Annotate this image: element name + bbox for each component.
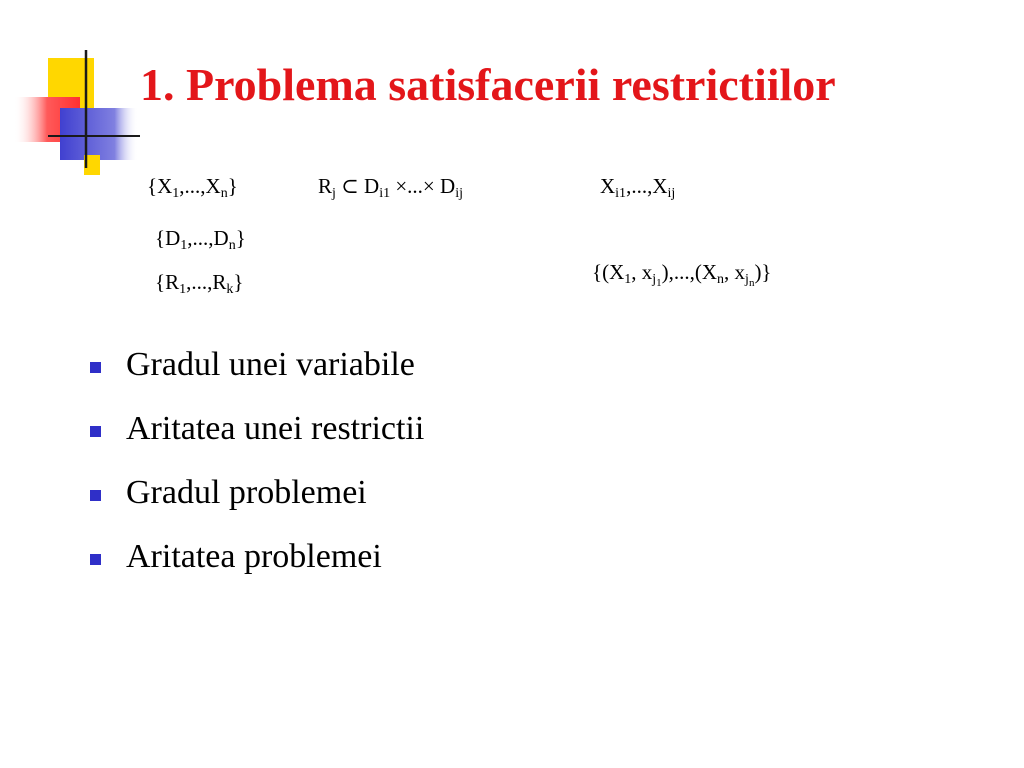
assignment-formula: {($X_1$, $x_{j_1}),...,(X_n$, $x_{j_n}$)} (592, 260, 772, 289)
slide-title: 1. Problema satisfacerii restrictiilor (140, 59, 836, 110)
restrictions-set-formula: $\{R_1,...,R_k\}$ (155, 270, 244, 297)
bullet-square-icon (90, 554, 101, 565)
bullet-item: Gradul unei variabile (88, 348, 424, 412)
bullet-square-icon (90, 490, 101, 501)
bullet-square-icon (90, 362, 101, 373)
bullet-item: Aritatea unei restrictii (88, 412, 424, 476)
bullet-square-icon (90, 426, 101, 437)
relation-formula: $R_j$ ⊂ $D_{i1}$ ×...× $D_{ij}$ (318, 174, 463, 201)
decorative-corner-graphic (0, 0, 140, 180)
bullet-item: Aritatea problemei (88, 540, 424, 604)
variables-set-formula: $\{X_1,...,X_n\}$ (147, 174, 238, 201)
blue-gradient-bar (60, 108, 138, 160)
bullet-item: Gradul problemei (88, 476, 424, 540)
bullet-list (88, 348, 424, 604)
domains-set-formula: $\{D_1,...,D_n\}$ (155, 226, 246, 253)
scope-formula: $X_{i1},...,X_{ij}$ (600, 174, 676, 201)
